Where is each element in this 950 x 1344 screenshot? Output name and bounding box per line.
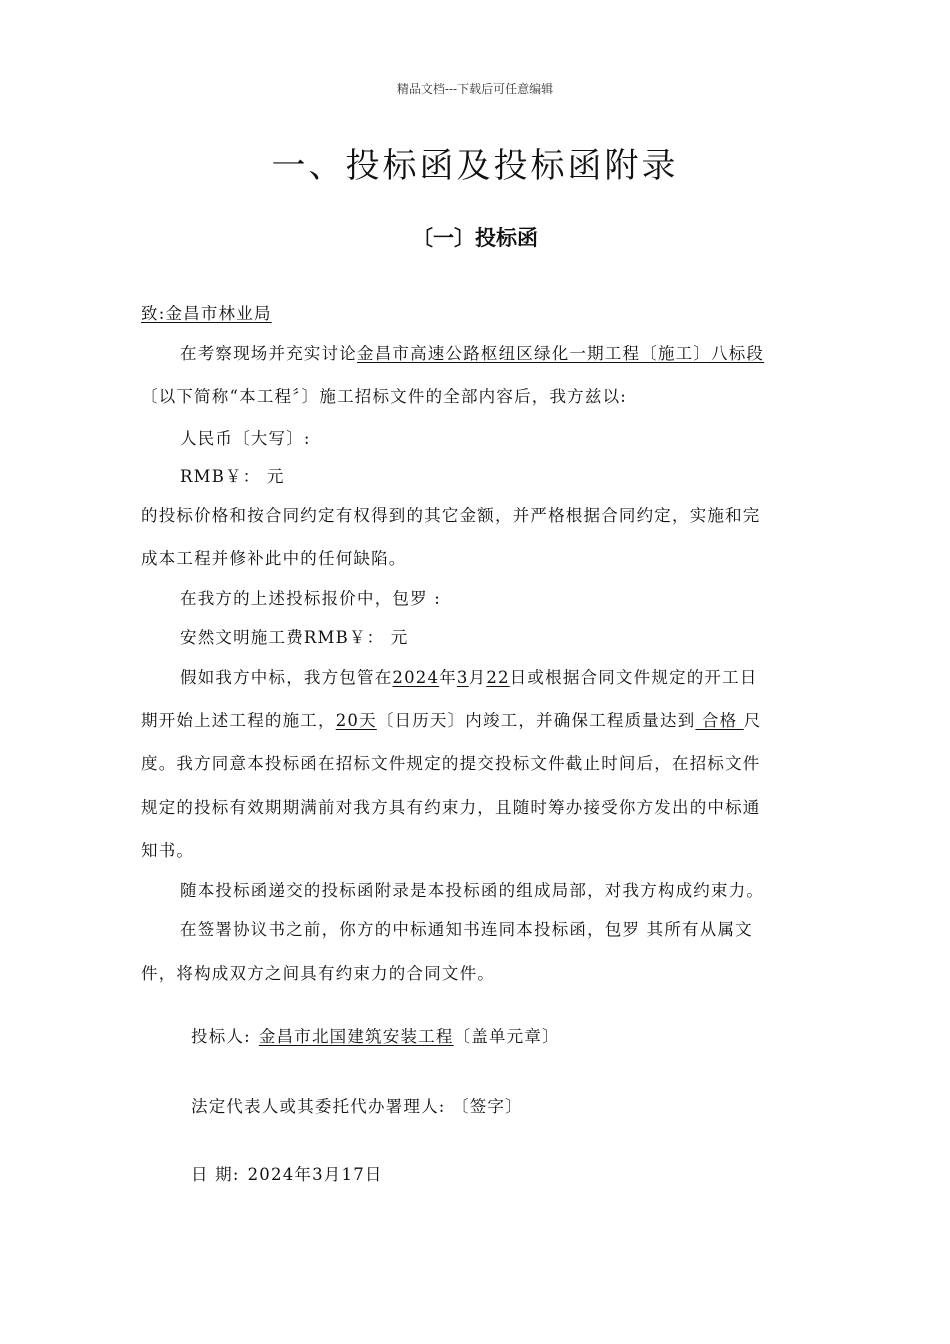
p4-text-b: 年 <box>439 668 457 687</box>
p4-text-c: 月 <box>468 668 487 687</box>
paragraph-1-line-1 <box>180 340 764 364</box>
document-title: 一、投标函及投标函附录 <box>271 146 679 186</box>
paragraph-4-line-5: 知书。 <box>141 841 195 860</box>
date-value: 2024年3月17日 <box>247 1165 383 1184</box>
p4-text-d: 日或根据合同文件规定的开工日 <box>509 668 758 687</box>
p4-text-g: 尺 <box>743 711 762 730</box>
rmb-uppercase-label: 人民币〔大写〕: <box>180 429 311 448</box>
paragraph-5: 随本投标函递交的投标函附录是本投标函的组成局部，对我方构成约束力。 <box>180 881 765 900</box>
p4-text-f: 〔日历天〕内竣工，并确保工程质量达到 <box>376 711 696 730</box>
paragraph-1-line-2: 〔以下简称“本工程〞〕施工招标文件的全部内容后，我方兹以: <box>141 387 628 406</box>
paragraph-2-line-2: 成本工程并修补此中的任何缺陷。 <box>141 549 407 568</box>
bidder-label: 投标人: <box>191 1027 251 1046</box>
project-name: 金昌市高速公路枢纽区绿化一期工程〔施工〕八标段 <box>357 344 765 363</box>
start-day: 22 <box>486 668 510 687</box>
rmb-number-label: RMB￥： 元 <box>180 467 285 486</box>
p4-text-a: 假如我方中标，我方包管在 <box>180 668 393 687</box>
start-month: 3 <box>456 668 469 687</box>
page-header: 精品文档---下载后可任意编辑 <box>396 82 554 96</box>
p4-text-e: 期开始上述工程的施工， <box>141 711 336 730</box>
addressee: 致:金昌市林业局 <box>141 304 272 323</box>
paragraph-4-line-3: 度。我方同意本投标函在招标文件规定的提交投标文件截止时间后，在招标文件 <box>141 754 761 773</box>
p1-prefix: 在考察现场并充实讨论 <box>180 344 357 363</box>
duration: 20天 <box>335 711 377 730</box>
safety-fee-label: 安然文明施工费RMB￥： 元 <box>180 628 409 647</box>
bidder-name: 金昌市北国建筑安装工程 <box>258 1027 454 1046</box>
paragraph-6-line-1: 在签署协议书之前，你方的中标通知书连同本投标函，包罗 其所有从属文 <box>180 920 753 939</box>
quality-standard: 合格 <box>695 711 744 730</box>
paragraph-4-line-1 <box>180 664 758 688</box>
section-subtitle: 〔一〕投标函 <box>412 225 538 250</box>
representative-line: 法定代表人或其委托代办署理人: 〔签字〕 <box>191 1097 523 1116</box>
paragraph-4-line-4: 规定的投标有效期期满前对我方具有约束力，且随时筹办接受你方发出的中标通 <box>141 798 761 817</box>
date-label: 日 期: <box>191 1165 240 1184</box>
start-year: 2024 <box>392 668 440 687</box>
bidder-seal: 〔盖单元章〕 <box>453 1027 560 1046</box>
paragraph-3: 在我方的上述投标报价中，包罗 : <box>180 589 442 608</box>
bidder-line <box>191 1023 560 1047</box>
date-line <box>191 1161 383 1185</box>
paragraph-2-line-1: 的投标价格和按合同约定有权得到的其它金额，并严格根据合同约定，实施和完 <box>141 506 761 525</box>
paragraph-4-line-2 <box>141 707 761 731</box>
paragraph-6-line-2: 件，将构成双方之间具有约束力的合同文件。 <box>141 964 495 983</box>
